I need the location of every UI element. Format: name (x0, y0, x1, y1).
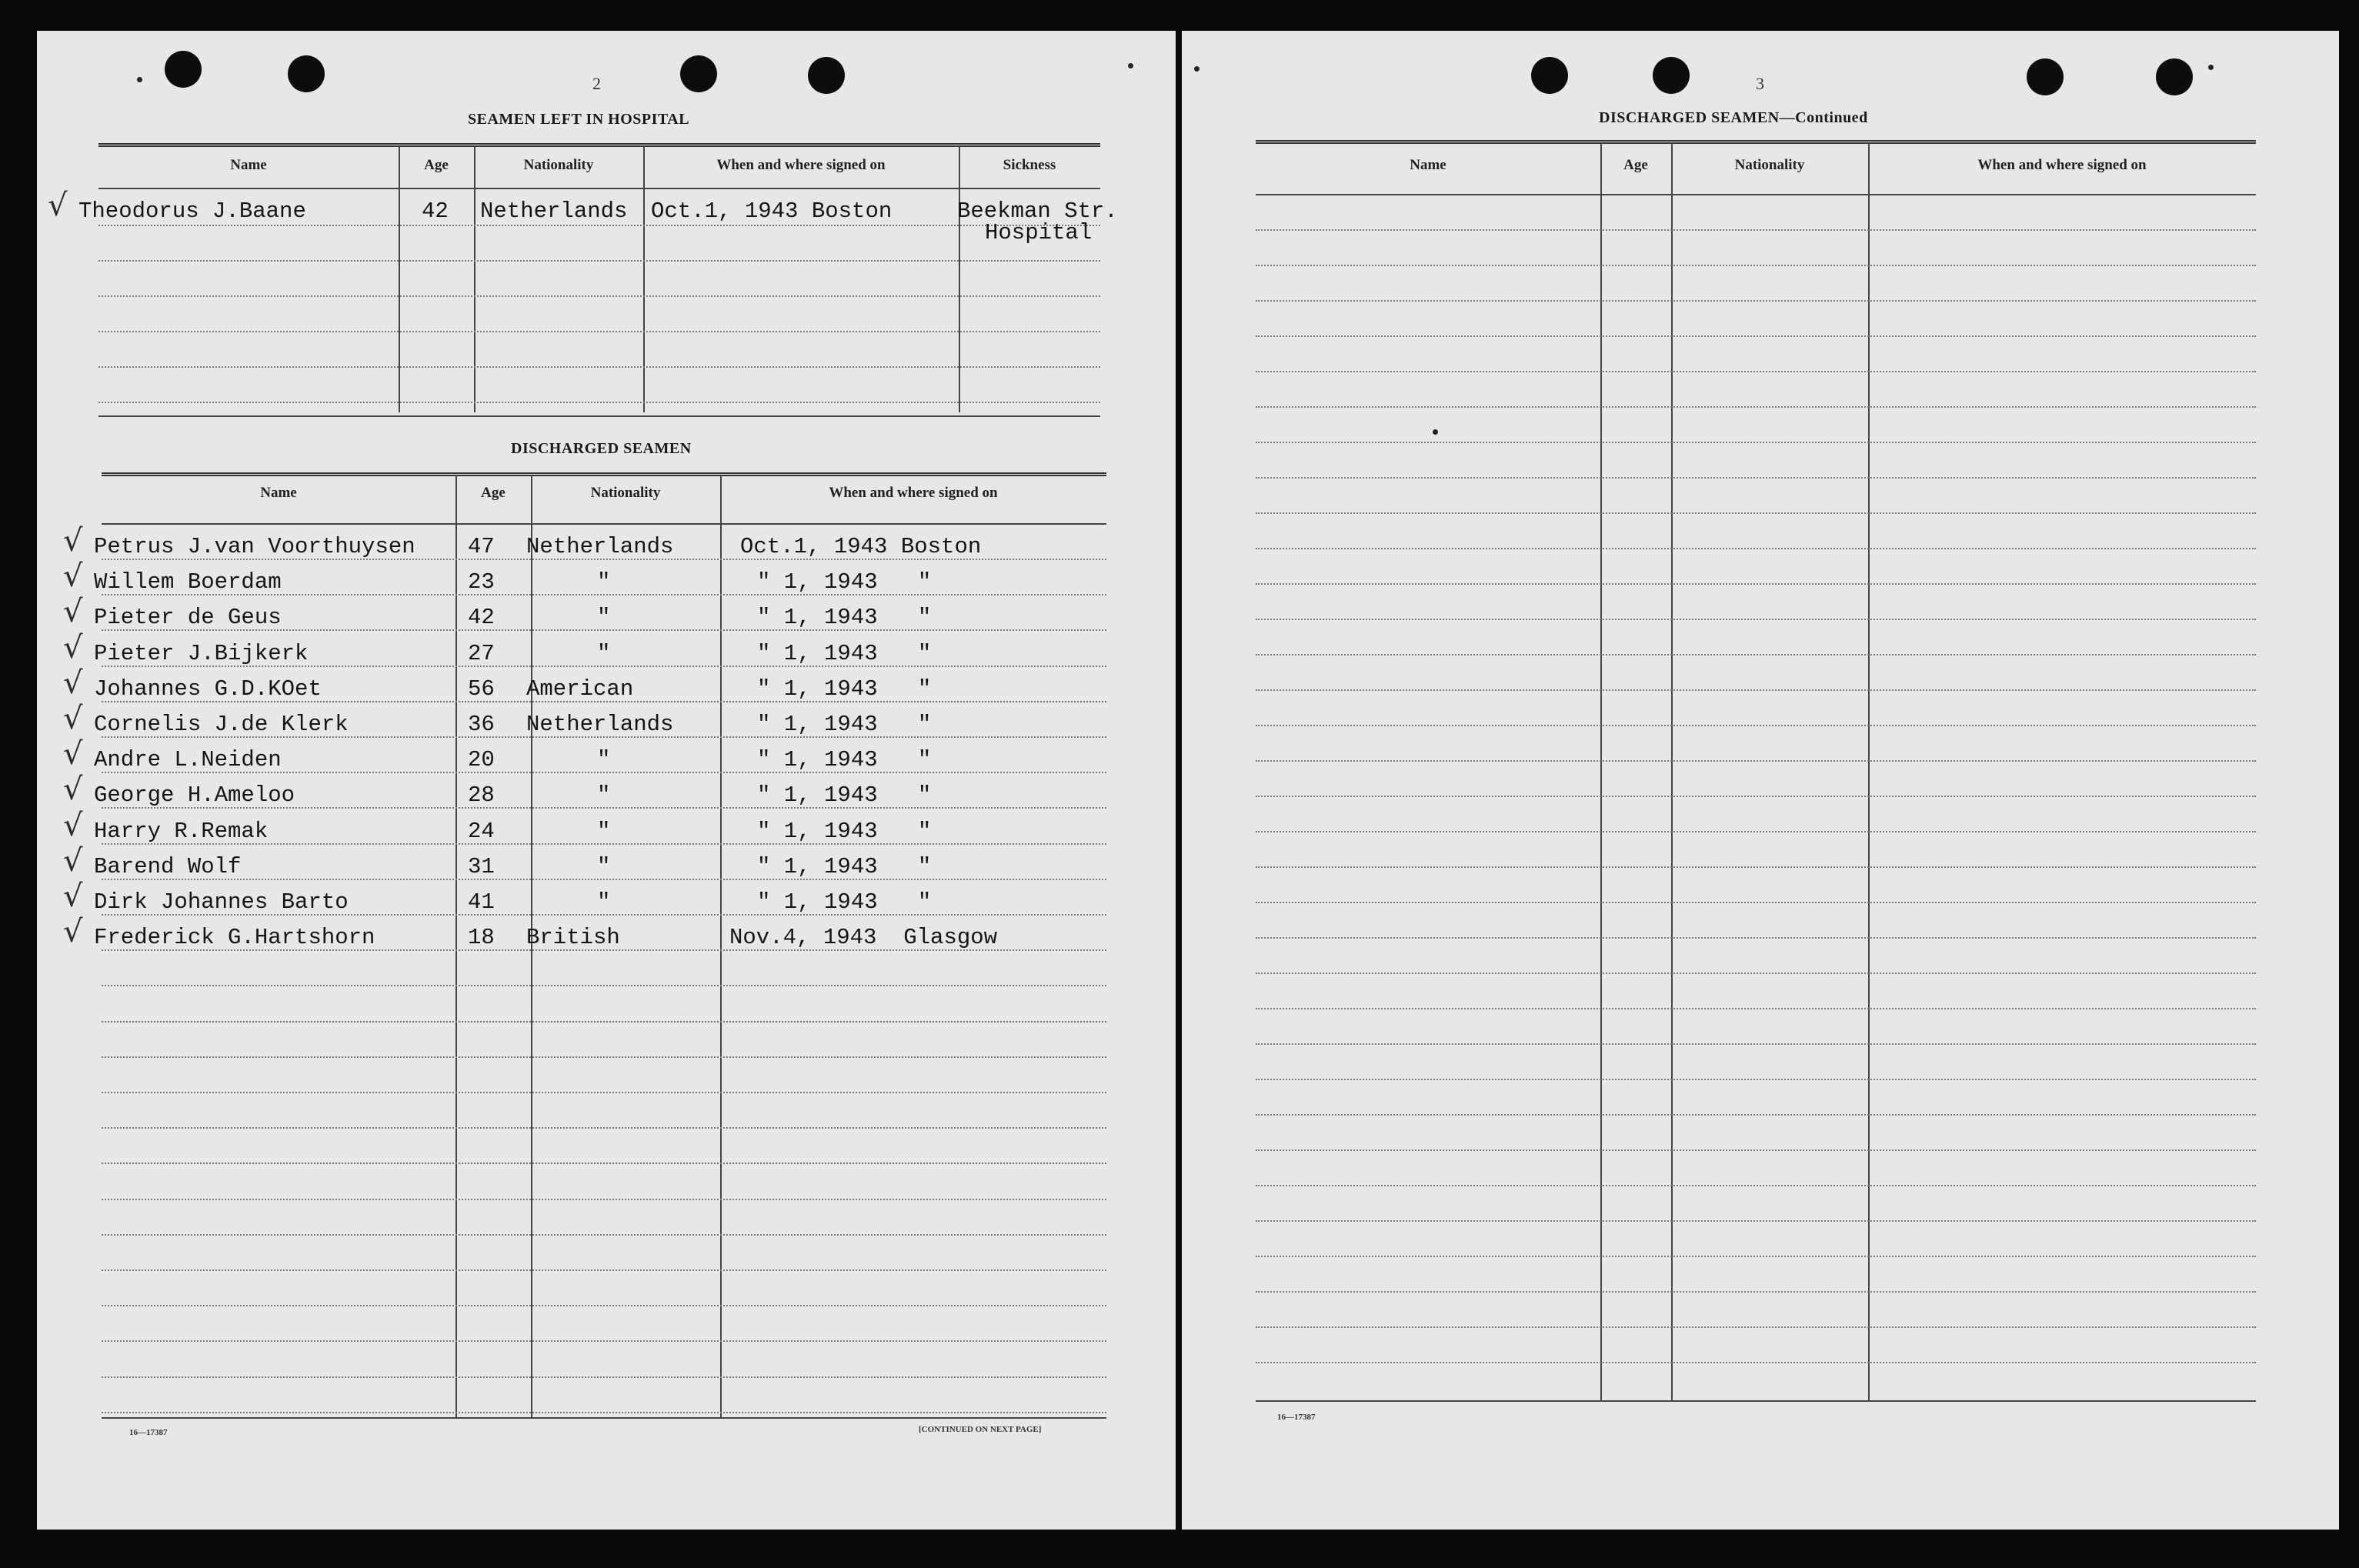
seaman-name: George H.Ameloo (94, 782, 295, 808)
column-divider (455, 475, 457, 1417)
seaman-age: 47 (468, 534, 495, 559)
row-rule (1256, 1326, 2256, 1328)
row-rule (1256, 229, 2256, 231)
row-rule (1256, 937, 2256, 939)
punch-hole (680, 55, 717, 92)
seaman-nationality: " (597, 819, 611, 844)
row-rule (1256, 583, 2256, 585)
seaman-age: 27 (468, 641, 495, 666)
row-rule (1256, 1043, 2256, 1045)
row-rule (1256, 972, 2256, 974)
check-mark: √ (48, 188, 68, 223)
signed-on: " 1, 1943 " (757, 782, 932, 808)
seaman-nationality: " (597, 641, 611, 666)
column-header: Age (1623, 157, 1648, 173)
form-number: 16—17387 (1277, 1413, 1316, 1422)
signed-on: " 1, 1943 " (757, 712, 932, 737)
row-rule (1256, 831, 2256, 832)
seaman-name: Petrus J.van Voorthuysen (94, 534, 415, 559)
row-rule (1256, 1149, 2256, 1151)
seaman-nationality: " (597, 569, 611, 595)
row-rule (102, 985, 1106, 986)
row-rule (102, 1163, 1106, 1164)
row-rule (98, 260, 1100, 262)
check-mark: √ (63, 701, 83, 736)
column-header: Nationality (590, 485, 661, 501)
check-mark: √ (63, 808, 83, 843)
row-rule (1256, 1185, 2256, 1186)
table-top-rule (98, 143, 1100, 147)
signed-on: " 1, 1943 " (757, 854, 932, 879)
column-header: When and where signed on (829, 485, 998, 501)
row-rule (1256, 300, 2256, 302)
check-mark: √ (63, 559, 83, 594)
row-rule (102, 1021, 1106, 1023)
row-rule (1256, 902, 2256, 903)
check-mark: √ (63, 772, 83, 807)
right-section-title: DISCHARGED SEAMEN—Continued (1599, 109, 1868, 126)
column-divider (643, 146, 645, 412)
column-header: Sickness (1003, 157, 1056, 173)
seaman-name: Johannes G.D.KOet (94, 676, 322, 702)
seaman-nationality: " (597, 782, 611, 808)
seaman-name: Pieter de Geus (94, 605, 282, 630)
table-top-rule (1256, 140, 2256, 144)
row-rule (1256, 866, 2256, 868)
column-header: When and where signed on (716, 157, 886, 173)
seaman-age: 18 (468, 925, 495, 950)
column-divider (959, 146, 960, 412)
check-mark: √ (63, 630, 83, 666)
seaman-age: 31 (468, 854, 495, 879)
row-rule (1256, 1079, 2256, 1080)
right-page (1182, 31, 2339, 1530)
row-rule (102, 1376, 1106, 1378)
column-header: Name (230, 157, 267, 173)
row-rule (1256, 1220, 2256, 1222)
row-rule (98, 225, 1100, 226)
row-rule (1256, 477, 2256, 479)
table-bottom-rule (102, 1417, 1106, 1419)
row-rule (1256, 1291, 2256, 1293)
header-rule (102, 523, 1106, 525)
page-number: 3 (1756, 74, 1764, 93)
signed-on: " 1, 1943 " (757, 819, 932, 844)
seaman-nationality: " (597, 889, 611, 915)
row-rule (102, 1234, 1106, 1236)
left-page (37, 31, 1176, 1530)
signed-on: Nov.4, 1943 Glasgow (729, 925, 998, 950)
column-header: Nationality (1734, 157, 1805, 173)
column-divider (720, 475, 722, 1417)
row-rule (1256, 406, 2256, 408)
seaman-name: Andre L.Neiden (94, 747, 282, 772)
row-rule (1256, 512, 2256, 514)
seaman-age: 41 (468, 889, 495, 915)
column-header: Nationality (523, 157, 594, 173)
seaman-age: 56 (468, 676, 495, 702)
row-rule (98, 366, 1100, 368)
seaman-name: Cornelis J.de Klerk (94, 712, 349, 737)
seaman-nationality: American (526, 676, 634, 702)
row-rule (1256, 548, 2256, 549)
column-divider (1868, 143, 1870, 1400)
hospital-section-title: SEAMEN LEFT IN HOSPITAL (468, 111, 690, 128)
row-rule (1256, 1362, 2256, 1363)
row-rule (1256, 619, 2256, 620)
punch-hole (1531, 57, 1568, 94)
row-rule (1256, 725, 2256, 726)
punch-hole (165, 51, 202, 88)
signed-on: " 1, 1943 " (757, 889, 932, 915)
row-rule (102, 1127, 1106, 1129)
seaman-age: 36 (468, 712, 495, 737)
seaman-age: 23 (468, 569, 495, 595)
seaman-nationality: " (597, 854, 611, 879)
column-divider (1671, 143, 1673, 1400)
punch-hole (2027, 58, 2064, 95)
ink-mark (2208, 65, 2214, 70)
seaman-age: 28 (468, 782, 495, 808)
seaman-nationality: British (526, 925, 620, 950)
check-mark: √ (63, 736, 83, 772)
column-divider (1600, 143, 1602, 1400)
row-rule (102, 1340, 1106, 1342)
row-rule (98, 295, 1100, 297)
row-rule (1256, 760, 2256, 762)
signed-on: " 1, 1943 " (757, 605, 932, 630)
seaman-name: Willem Boerdam (94, 569, 282, 595)
sickness-line2: Hospital (985, 220, 1093, 245)
discharged-section-title: DISCHARGED SEAMEN (511, 440, 692, 457)
continued-note: [CONTINUED ON NEXT PAGE] (919, 1425, 1042, 1434)
seaman-age: 42 (422, 199, 449, 224)
signed-on: " 1, 1943 " (757, 641, 932, 666)
column-header: Name (1410, 157, 1446, 173)
column-header: Age (481, 485, 506, 501)
row-rule (102, 1199, 1106, 1200)
check-mark: √ (63, 914, 83, 949)
seaman-nationality: Netherlands (480, 199, 628, 224)
check-mark: √ (63, 879, 83, 914)
seaman-name: Dirk Johannes Barto (94, 889, 349, 915)
column-header: Age (424, 157, 449, 173)
seaman-name: Pieter J.Bijkerk (94, 641, 309, 666)
row-rule (1256, 371, 2256, 372)
row-rule (102, 1412, 1106, 1413)
punch-hole (288, 55, 325, 92)
signed-on: " 1, 1943 " (757, 569, 932, 595)
check-mark: √ (63, 594, 83, 629)
punch-hole (1653, 57, 1690, 94)
row-rule (102, 1056, 1106, 1058)
seaman-name: Barend Wolf (94, 854, 242, 879)
seaman-name: Frederick G.Hartshorn (94, 925, 375, 950)
row-rule (98, 402, 1100, 403)
page-number: 2 (592, 74, 601, 93)
row-rule (1256, 1008, 2256, 1009)
row-rule (1256, 1114, 2256, 1116)
seaman-nationality: " (597, 747, 611, 772)
ink-mark (137, 77, 142, 82)
row-rule (1256, 689, 2256, 691)
seaman-age: 42 (468, 605, 495, 630)
seaman-name: Harry R.Remak (94, 819, 269, 844)
column-header: Name (260, 485, 297, 501)
seaman-age: 24 (468, 819, 495, 844)
seaman-nationality: " (597, 605, 611, 630)
row-rule (1256, 442, 2256, 443)
seaman-age: 20 (468, 747, 495, 772)
seaman-nationality: Netherlands (526, 534, 674, 559)
form-number: 16—17387 (129, 1428, 168, 1437)
check-mark: √ (63, 843, 83, 879)
column-header: When and where signed on (1977, 157, 2147, 173)
check-mark: √ (63, 666, 83, 701)
seaman-name: Theodorus J.Baane (78, 199, 306, 224)
column-divider (474, 146, 475, 412)
punch-hole (2156, 58, 2193, 95)
row-rule (1256, 265, 2256, 266)
table-bottom-rule (1256, 1400, 2256, 1402)
check-mark: √ (63, 523, 83, 559)
row-rule (102, 1269, 1106, 1271)
table-bottom-rule (98, 415, 1100, 417)
signed-on: " 1, 1943 " (757, 747, 932, 772)
ink-mark (1194, 66, 1200, 72)
row-rule (1256, 335, 2256, 337)
signed-on: " 1, 1943 " (757, 676, 932, 702)
ink-mark (1128, 63, 1133, 68)
column-divider (399, 146, 400, 412)
row-rule (102, 1305, 1106, 1306)
row-rule (98, 331, 1100, 332)
signed-on: Oct.1, 1943 Boston (740, 534, 982, 559)
header-rule (1256, 194, 2256, 195)
row-rule (1256, 796, 2256, 797)
punch-hole (808, 57, 845, 94)
row-rule (102, 1092, 1106, 1093)
ink-mark (1433, 429, 1438, 435)
seaman-nationality: Netherlands (526, 712, 674, 737)
table-top-rule (102, 472, 1106, 476)
sickness-line1: Beekman Str. (957, 199, 1118, 224)
signed-on: Oct.1, 1943 Boston (651, 199, 893, 224)
row-rule (1256, 1256, 2256, 1257)
header-rule (98, 188, 1100, 189)
row-rule (1256, 654, 2256, 656)
